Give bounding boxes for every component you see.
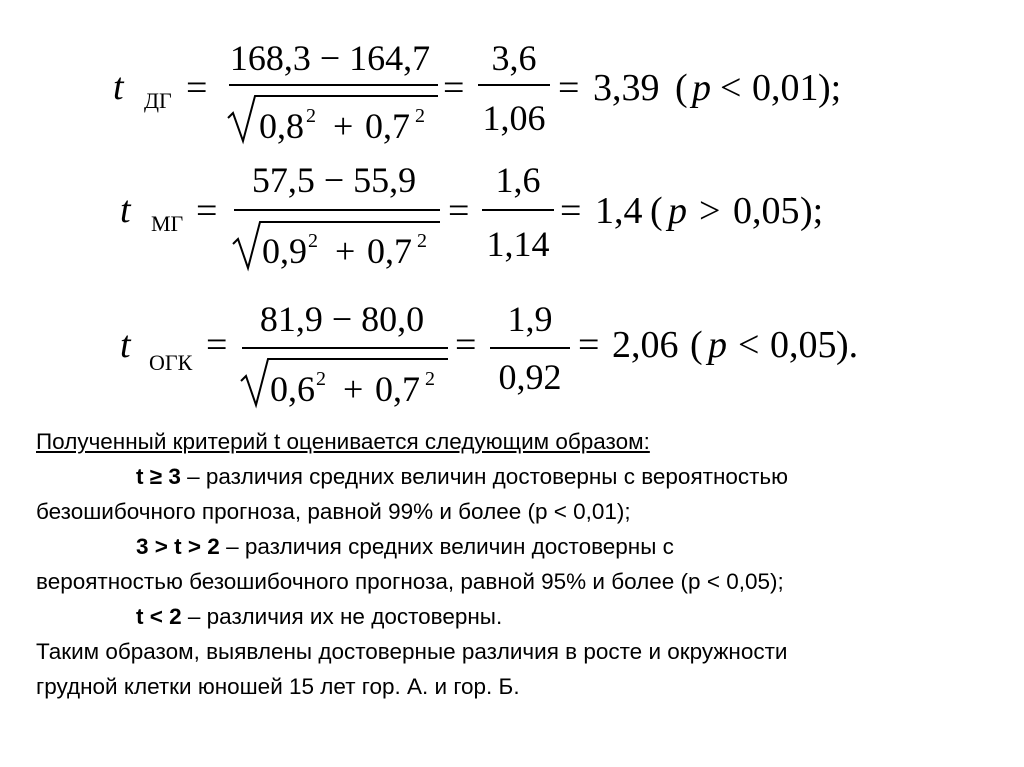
result-value: 2,06 bbox=[612, 324, 679, 366]
exponent: 2 bbox=[306, 105, 316, 127]
criterion-2-condition: 3 > t > 2 bbox=[136, 534, 220, 559]
open-paren: ( bbox=[650, 190, 663, 232]
equals-sign: = bbox=[578, 324, 600, 366]
open-paren: ( bbox=[690, 324, 703, 366]
fraction2-numerator: 1,6 bbox=[495, 160, 541, 200]
t-subscript: ДГ bbox=[144, 88, 172, 113]
closing: ); bbox=[818, 67, 842, 109]
result-value: 3,39 bbox=[593, 67, 660, 109]
fraction2-denominator: 0,92 bbox=[498, 357, 562, 397]
equals-sign: = bbox=[455, 324, 477, 366]
sqrt-term-a: 0,9 bbox=[262, 231, 307, 271]
sqrt-term-b: 0,7 bbox=[367, 231, 412, 271]
criterion-2 bbox=[36, 529, 1016, 564]
exponent: 2 bbox=[415, 105, 425, 127]
t-var: t bbox=[120, 189, 131, 231]
criterion-1 bbox=[36, 459, 1016, 494]
sqrt-term-a: 0,6 bbox=[270, 369, 315, 409]
p-threshold: 0,05 bbox=[733, 190, 800, 232]
formula-dg bbox=[113, 38, 841, 146]
exponent: 2 bbox=[417, 230, 427, 252]
equals-sign: = bbox=[196, 190, 218, 232]
sqrt-term-a: 0,8 bbox=[259, 106, 304, 146]
p-var: p bbox=[708, 324, 727, 366]
exponent: 2 bbox=[316, 368, 326, 390]
plus-sign: + bbox=[335, 231, 356, 271]
exponent: 2 bbox=[308, 230, 318, 252]
p-comparison: > bbox=[699, 190, 721, 232]
numerator: 168,3 − 164,7 bbox=[229, 38, 431, 78]
criterion-3-text: – различия их не достоверны. bbox=[181, 604, 503, 629]
criterion-2-cont: вероятностью безошибочного прогноза, равной 95% и более (р < 0,05); bbox=[36, 569, 784, 594]
criterion-3 bbox=[36, 599, 1016, 634]
conclusion-line-2: грудной клетки юношей 15 лет гор. А. и гор. Б. bbox=[36, 674, 520, 699]
criterion-1-cont: безошибочного прогноза, равной 99% и более (р < 0,01); bbox=[36, 499, 631, 524]
exponent: 2 bbox=[425, 368, 435, 390]
numerator: 81,9 − 80,0 bbox=[259, 299, 425, 339]
p-var: p bbox=[692, 67, 711, 109]
formula-ogk bbox=[120, 299, 858, 409]
closing: ). bbox=[836, 324, 859, 366]
formula-mg bbox=[120, 160, 823, 271]
p-comparison: < bbox=[738, 324, 760, 366]
criterion-2-text: – различия средних величин достоверны с bbox=[219, 534, 674, 559]
conclusion-line-1: Таким образом, выявлены достоверные различия в росте и окружности bbox=[36, 639, 788, 664]
equals-sign: = bbox=[206, 324, 228, 366]
equals-sign: = bbox=[558, 67, 580, 109]
sqrt-term-b: 0,7 bbox=[365, 106, 410, 146]
criteria-heading: Полученный критерий t оценивается следующим образом: bbox=[36, 429, 650, 454]
fraction2-denominator: 1,14 bbox=[486, 224, 550, 264]
interpretation-text bbox=[36, 424, 1016, 704]
p-var: p bbox=[668, 190, 687, 232]
p-comparison: < bbox=[720, 67, 742, 109]
equals-sign: = bbox=[443, 67, 465, 109]
criterion-3-condition: t < 2 bbox=[136, 604, 182, 629]
equals-sign: = bbox=[448, 190, 470, 232]
plus-sign: + bbox=[343, 369, 364, 409]
numerator: 57,5 − 55,9 bbox=[251, 160, 417, 200]
closing: ); bbox=[800, 190, 824, 232]
equals-sign: = bbox=[186, 67, 208, 109]
p-threshold: 0,01 bbox=[752, 67, 819, 109]
criterion-1-text: – различия средних величин достоверны с вероятностью bbox=[180, 464, 789, 489]
open-paren: ( bbox=[675, 67, 688, 109]
plus-sign: + bbox=[333, 106, 354, 146]
t-subscript: ОГК bbox=[149, 350, 193, 375]
fraction2-denominator: 1,06 bbox=[482, 98, 546, 138]
t-var: t bbox=[120, 324, 131, 366]
p-threshold: 0,05 bbox=[770, 324, 837, 366]
result-value: 1,4 bbox=[595, 190, 643, 232]
fraction2-numerator: 3,6 bbox=[491, 38, 537, 78]
t-var: t bbox=[113, 66, 124, 108]
t-subscript: МГ bbox=[151, 211, 184, 236]
fraction2-numerator: 1,9 bbox=[507, 299, 553, 339]
criterion-1-condition: t ≥ 3 bbox=[136, 464, 181, 489]
sqrt-term-b: 0,7 bbox=[375, 369, 420, 409]
equals-sign: = bbox=[560, 190, 582, 232]
